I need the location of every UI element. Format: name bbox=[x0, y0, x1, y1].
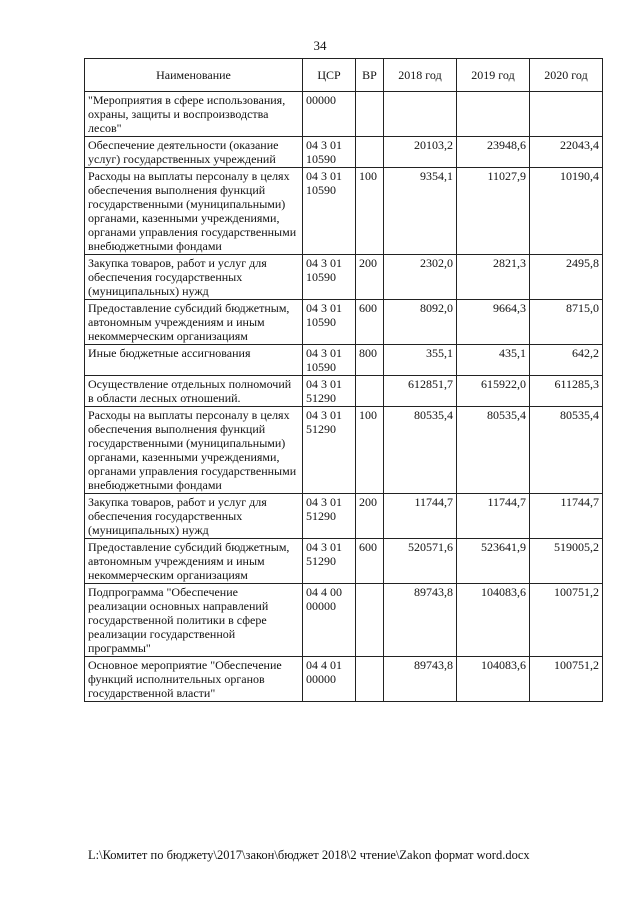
cell-name: Иные бюджетные ассигнования bbox=[85, 345, 303, 376]
header-2020: 2020 год bbox=[530, 59, 603, 92]
cell-2018 bbox=[384, 92, 457, 137]
table-row bbox=[85, 92, 603, 137]
cell-2019: 523641,9 bbox=[457, 539, 530, 584]
cell-2019: 23948,6 bbox=[457, 137, 530, 168]
table-row bbox=[85, 376, 603, 407]
cell-csr: 04 3 01 10590 bbox=[303, 137, 356, 168]
cell-name: Предоставление субсидий бюджетным, автономным учреждениям и иным некоммерческим организациям bbox=[85, 300, 303, 345]
cell-2018: 11744,7 bbox=[384, 494, 457, 539]
cell-2019: 435,1 bbox=[457, 345, 530, 376]
cell-vr bbox=[356, 376, 384, 407]
cell-csr: 04 4 01 00000 bbox=[303, 657, 356, 702]
cell-csr: 04 3 01 51290 bbox=[303, 494, 356, 539]
cell-2020: 2495,8 bbox=[530, 255, 603, 300]
cell-2020: 80535,4 bbox=[530, 407, 603, 494]
cell-name: Подпрограмма "Обеспечение реализации основных направлений государственной политики в сфере реализации государственной программы" bbox=[85, 584, 303, 657]
table-row bbox=[85, 137, 603, 168]
cell-vr bbox=[356, 584, 384, 657]
header-2018: 2018 год bbox=[384, 59, 457, 92]
cell-csr: 04 3 01 10590 bbox=[303, 168, 356, 255]
cell-2018: 9354,1 bbox=[384, 168, 457, 255]
cell-name: Основное мероприятие "Обеспечение функций исполнительных органов государственной власти" bbox=[85, 657, 303, 702]
cell-2019: 104083,6 bbox=[457, 584, 530, 657]
table-row bbox=[85, 407, 603, 494]
header-csr: ЦСР bbox=[303, 59, 356, 92]
cell-2018: 612851,7 bbox=[384, 376, 457, 407]
cell-2019: 9664,3 bbox=[457, 300, 530, 345]
cell-2018: 355,1 bbox=[384, 345, 457, 376]
cell-2018: 8092,0 bbox=[384, 300, 457, 345]
cell-name: Обеспечение деятельности (оказание услуг) государственных учреждений bbox=[85, 137, 303, 168]
cell-vr: 100 bbox=[356, 407, 384, 494]
header-name: Наименование bbox=[85, 59, 303, 92]
cell-vr: 200 bbox=[356, 494, 384, 539]
cell-csr: 04 3 01 10590 bbox=[303, 345, 356, 376]
cell-2020: 22043,4 bbox=[530, 137, 603, 168]
cell-2020: 519005,2 bbox=[530, 539, 603, 584]
cell-2020 bbox=[530, 92, 603, 137]
cell-csr: 04 4 00 00000 bbox=[303, 584, 356, 657]
header-2019: 2019 год bbox=[457, 59, 530, 92]
cell-csr: 04 3 01 51290 bbox=[303, 539, 356, 584]
cell-2020: 8715,0 bbox=[530, 300, 603, 345]
cell-2020: 100751,2 bbox=[530, 657, 603, 702]
cell-vr: 200 bbox=[356, 255, 384, 300]
cell-2018: 20103,2 bbox=[384, 137, 457, 168]
table-row bbox=[85, 345, 603, 376]
cell-vr bbox=[356, 92, 384, 137]
page-number: 34 bbox=[313, 38, 327, 53]
cell-csr: 04 3 01 10590 bbox=[303, 255, 356, 300]
cell-vr: 800 bbox=[356, 345, 384, 376]
cell-2018: 2302,0 bbox=[384, 255, 457, 300]
table-row bbox=[85, 584, 603, 657]
cell-2019: 80535,4 bbox=[457, 407, 530, 494]
cell-name: Расходы на выплаты персоналу в целях обеспечения выполнения функций государственными (муниципальными) органами, казенными учреждениями, органами управления государственными внебюджетными фондами bbox=[85, 168, 303, 255]
cell-name: Осуществление отдельных полномочий в области лесных отношений. bbox=[85, 376, 303, 407]
cell-2020: 642,2 bbox=[530, 345, 603, 376]
table-header-row bbox=[85, 59, 603, 92]
cell-2018: 89743,8 bbox=[384, 657, 457, 702]
cell-2018: 80535,4 bbox=[384, 407, 457, 494]
cell-name: Закупка товаров, работ и услуг для обеспечения государственных (муниципальных) нужд bbox=[85, 494, 303, 539]
cell-vr bbox=[356, 137, 384, 168]
table-row bbox=[85, 539, 603, 584]
cell-2018: 520571,6 bbox=[384, 539, 457, 584]
budget-table bbox=[84, 58, 603, 702]
cell-2020: 11744,7 bbox=[530, 494, 603, 539]
cell-2019: 104083,6 bbox=[457, 657, 530, 702]
file-path-footer: L:\Комитет по бюджету\2017\закон\бюджет 2018\2 чтение\Zakon формат word.docx bbox=[88, 848, 530, 862]
table-row bbox=[85, 255, 603, 300]
header-vr: ВР bbox=[356, 59, 384, 92]
cell-csr: 00000 bbox=[303, 92, 356, 137]
table-row bbox=[85, 494, 603, 539]
cell-csr: 04 3 01 51290 bbox=[303, 407, 356, 494]
cell-2019: 11744,7 bbox=[457, 494, 530, 539]
cell-vr bbox=[356, 657, 384, 702]
cell-2019: 615922,0 bbox=[457, 376, 530, 407]
cell-2020: 611285,3 bbox=[530, 376, 603, 407]
cell-csr: 04 3 01 10590 bbox=[303, 300, 356, 345]
table-row bbox=[85, 300, 603, 345]
cell-2020: 100751,2 bbox=[530, 584, 603, 657]
cell-2019: 2821,3 bbox=[457, 255, 530, 300]
cell-2018: 89743,8 bbox=[384, 584, 457, 657]
cell-csr: 04 3 01 51290 bbox=[303, 376, 356, 407]
cell-name: Закупка товаров, работ и услуг для обеспечения государственных (муниципальных) нужд bbox=[85, 255, 303, 300]
cell-vr: 600 bbox=[356, 300, 384, 345]
cell-2020: 10190,4 bbox=[530, 168, 603, 255]
cell-name: Расходы на выплаты персоналу в целях обеспечения выполнения функций государственными (муниципальными) органами, казенными учреждениями, органами управления государственными внебюджетными фондами bbox=[85, 407, 303, 494]
cell-name: Предоставление субсидий бюджетным, автономным учреждениям и иным некоммерческим организациям bbox=[85, 539, 303, 584]
cell-vr: 600 bbox=[356, 539, 384, 584]
table-body bbox=[85, 92, 603, 702]
cell-2019 bbox=[457, 92, 530, 137]
cell-vr: 100 bbox=[356, 168, 384, 255]
table-row bbox=[85, 657, 603, 702]
cell-2019: 11027,9 bbox=[457, 168, 530, 255]
table-row bbox=[85, 168, 603, 255]
cell-name: "Мероприятия в сфере использования, охраны, защиты и воспроизводства лесов" bbox=[85, 92, 303, 137]
